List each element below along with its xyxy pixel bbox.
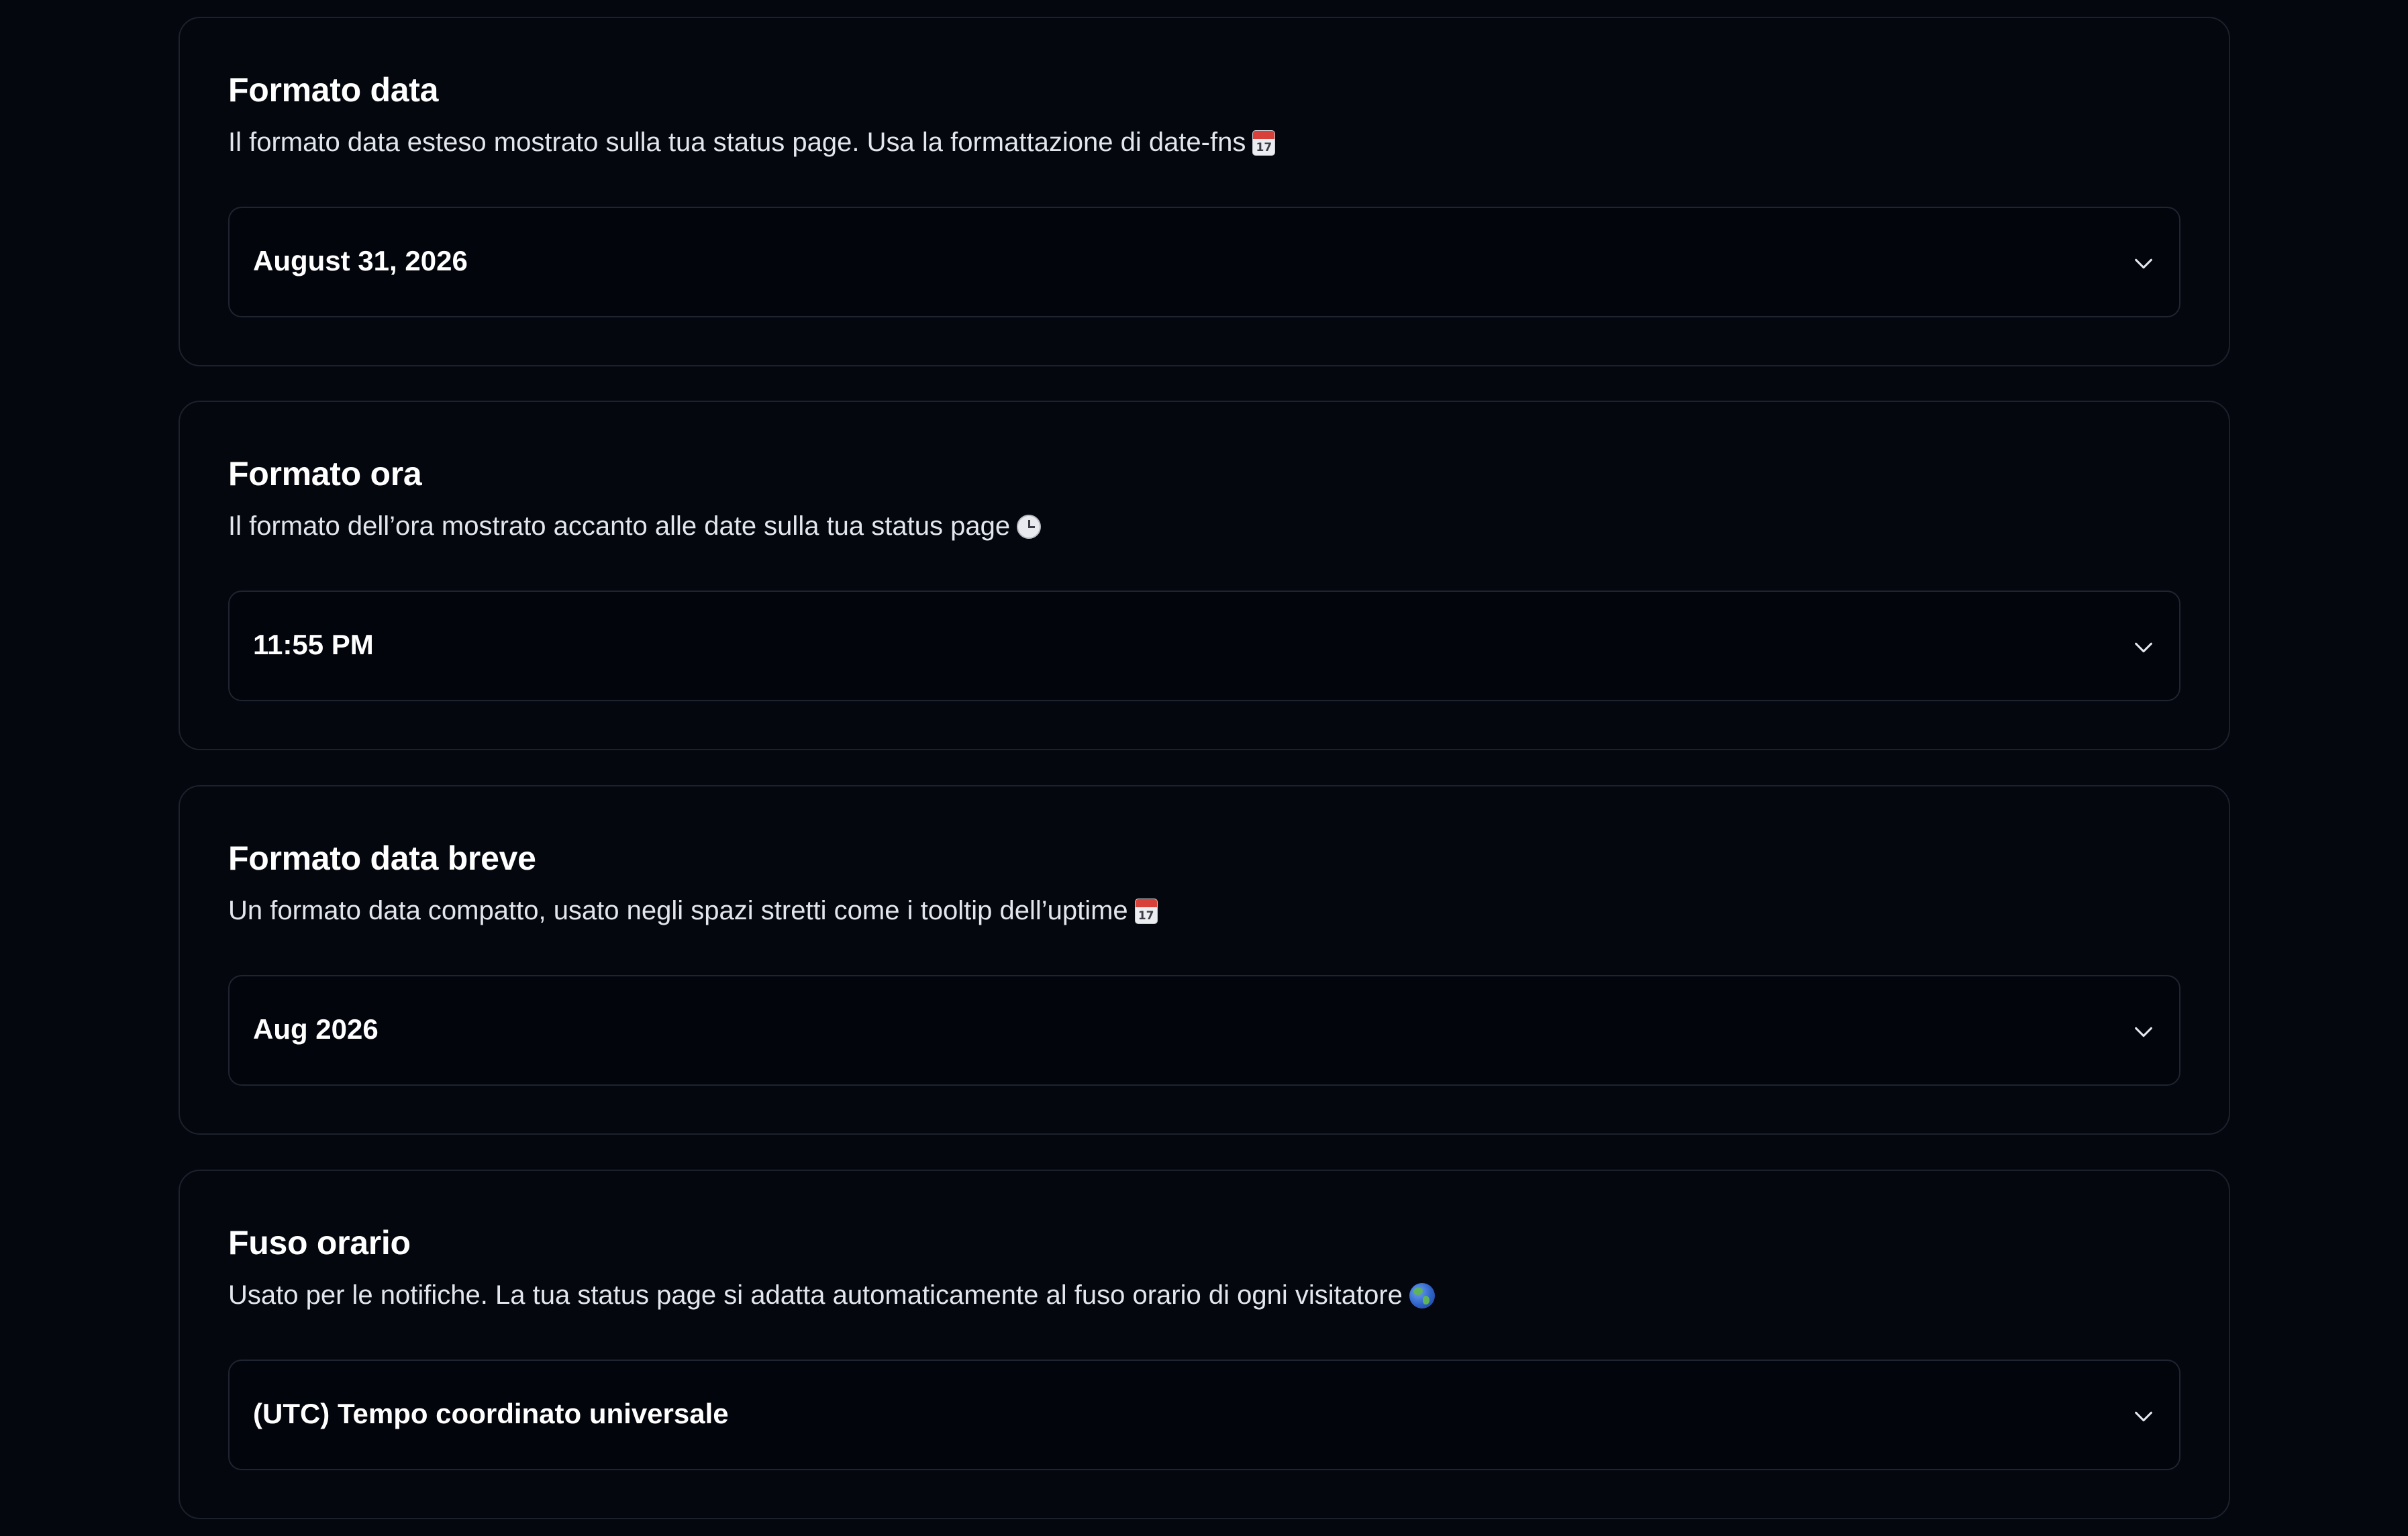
calendar-icon (1252, 130, 1275, 156)
date-format-card (179, 17, 2230, 366)
timezone-title: Fuso orario (228, 1224, 411, 1262)
time-format-select[interactable] (228, 591, 2180, 701)
short-date-format-select[interactable] (228, 975, 2180, 1086)
chevron-down-icon (2132, 252, 2155, 275)
date-format-select[interactable] (228, 207, 2180, 317)
calendar-icon (1135, 899, 1158, 924)
chevron-down-icon (2132, 636, 2155, 659)
time-format-description (228, 511, 1041, 542)
timezone-description (228, 1280, 1435, 1311)
clock-icon (1017, 515, 1041, 539)
chevron-down-icon (2132, 1021, 2155, 1043)
time-format-title: Formato ora (228, 455, 422, 493)
short-date-format-selected-value: Aug 2026 (253, 1013, 379, 1045)
date-format-description (228, 127, 1275, 158)
time-format-card (179, 401, 2230, 750)
timezone-selected-value: (UTC) Tempo coordinato universale (253, 1398, 729, 1429)
date-format-selected-value: August 31, 2026 (253, 245, 468, 276)
short-date-format-description (228, 896, 1158, 926)
date-format-title: Formato data (228, 71, 439, 109)
timezone-select[interactable] (228, 1360, 2180, 1470)
timezone-description-text: Usato per le notifiche. La tua status page si adatta automaticamente al fuso orario di ogni visitatore (228, 1280, 1403, 1310)
globe-icon (1409, 1283, 1435, 1309)
short-date-format-title: Formato data breve (228, 839, 536, 877)
short-date-format-card (179, 785, 2230, 1135)
time-format-description-text: Il formato dell’ora mostrato accanto alle date sulla tua status page (228, 511, 1011, 541)
date-format-description-text: Il formato data esteso mostrato sulla tua status page. Usa la formattazione di date-fns (228, 127, 1246, 157)
time-format-selected-value: 11:55 PM (253, 629, 374, 660)
timezone-card (179, 1170, 2230, 1519)
chevron-down-icon (2132, 1405, 2155, 1428)
short-date-format-description-text: Un formato data compatto, usato negli spazi stretti come i tooltip dell’uptime (228, 896, 1128, 925)
